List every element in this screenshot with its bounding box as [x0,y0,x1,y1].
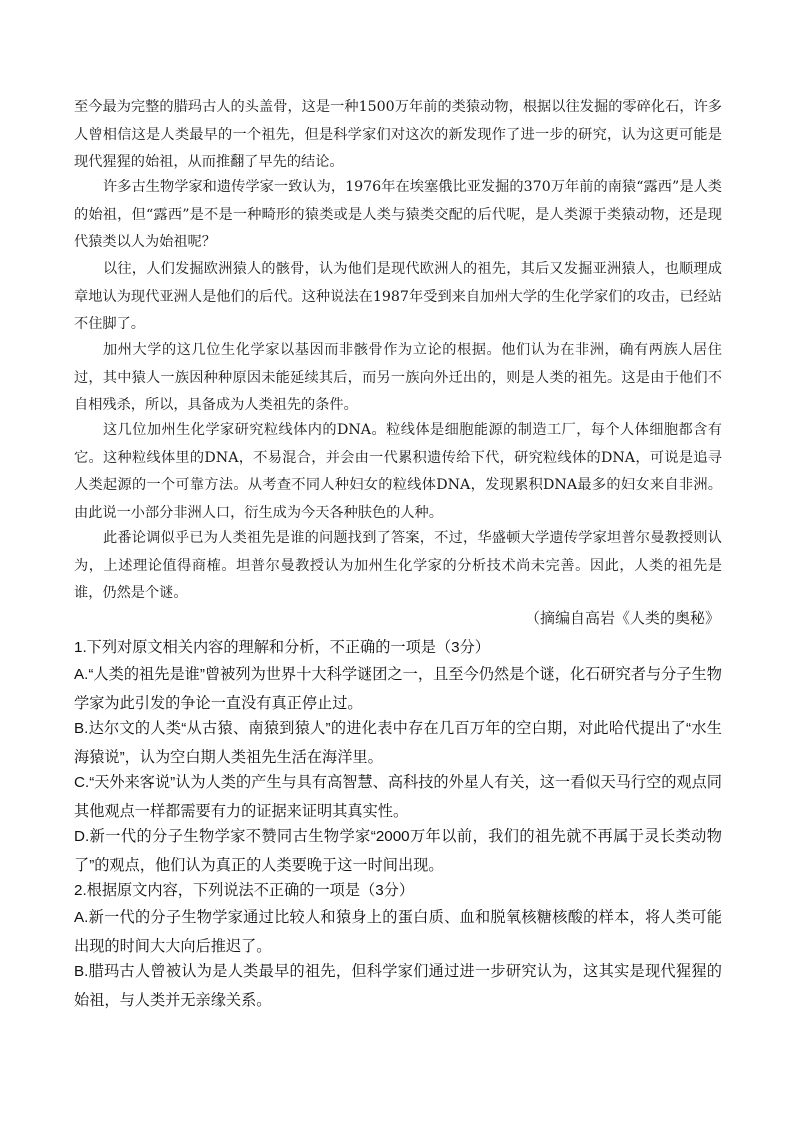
question-1-option-b: B.达尔文的人类“从古猿、南猿到猿人”的进化表中存在几百万年的空白期，对此哈代提出了“水生海猿说”，认为空白期人类祖先生活在海洋里。 [74,720,722,766]
passage-paragraph-2: 以往，人们发掘欧洲猿人的骸骨，认为他们是现代欧洲人的祖先，其后又发掘亚洲猿人，也顺理成章地认为现代亚洲人是他们的后代。这种说法在1987年受到来自加州大学的生化学家们的攻击，已经站不住脚了。 [74,261,722,332]
question-1-stem: 1.下列对原文相关内容的理解和分析，不正确的一项是（3分） [74,639,490,656]
source-citation: （摘编自高岩《人类的奥秘》 [524,611,720,627]
passage-paragraph-4: 这几位加州生化学家研究粒线体内的DNA。粒线体是细胞能源的制造工厂，每个人体细胞都含有它。这种粒线体里的DNA，不易混合，并会由一代累积遗传给下代，研究粒线体的DNA，可说是追寻人类起源的一个可靠方法。从考查不同人种妇女的粒线体DNA，发现累积DNA最多的妇女来自非洲。由此说一小部分非洲人口，衍生成为今天各种肤色的人种。 [74,422,722,521]
question-1-option-c: C.“天外来客说”认为人类的产生与具有高智慧、高科技的外星人有关，这一看似天马行空的观点同其他观点一样都需要有力的证据来证明其真实性。 [74,774,722,820]
question-2-option-b: B.腊玛古人曾被认为是人类最早的祖先，但科学家们通过进一步研究认为，这其实是现代猩猩的始祖，与人类并无亲缘关系。 [74,963,722,1009]
question-1-option-a: A.“人类的祖先是谁”曾被列为世界十大科学谜团之一，且至今仍然是个谜，化石研究者与分子生物学家为此引发的争论一直没有真正停止过。 [74,666,722,712]
question-2-stem: 2.根据原文内容，下列说法不正确的一项是（3分） [74,882,415,899]
passage-paragraph-0: 至今最为完整的腊玛古人的头盖骨，这是一种1500万年前的类猿动物，根据以往发掘的零碎化石，许多人曾相信这是人类最早的一个祖先，但是科学家们对这次的新发现作了进一步的研究，认为这更可能是现代猩猩的始祖，从而推翻了早先的结论。 [74,99,722,170]
passage-paragraph-5: 此番论调似乎已为人类祖先是谁的问题找到了答案，不过，华盛顿大学遗传学家坦普尔曼教授则认为，上述理论值得商榷。坦普尔曼教授认为加州生化学家的分析技术尚未完善。因此，人类的祖先是谁，仍然是个谜。 [74,530,722,601]
passage-paragraph-3: 加州大学的这几位生化学家以基因而非骸骨作为立论的根据。他们认为在非洲，确有两族人居住过，其中猿人一族因种种原因未能延续其后，而另一族向外迁出的，则是人类的祖先。这是由于他们不自相残杀，所以，具备成为人类祖先的条件。 [74,342,722,413]
question-2-option-a: A.新一代的分子生物学家通过比较人和猿身上的蛋白质、血和脱氧核糖核酸的样本，将人类可能出现的时间大大向后推迟了。 [74,909,722,955]
passage-paragraph-1: 许多古生物学家和遗传学家一致认为，1976年在埃塞俄比亚发掘的370万年前的南猿“露西”是人类的始祖，但“露西”是不是一种畸形的猿类或是人类与猿类交配的后代呢，是人类源于类猿动物，还是现代猿类以人为始祖呢？ [74,179,722,250]
question-1-option-d: D.新一代的分子生物学家不赞同古生物学家“2000万年以前，我们的祖先就不再属于灵长类动物了”的观点，他们认为真正的人类要晚于这一时间出现。 [74,828,722,874]
